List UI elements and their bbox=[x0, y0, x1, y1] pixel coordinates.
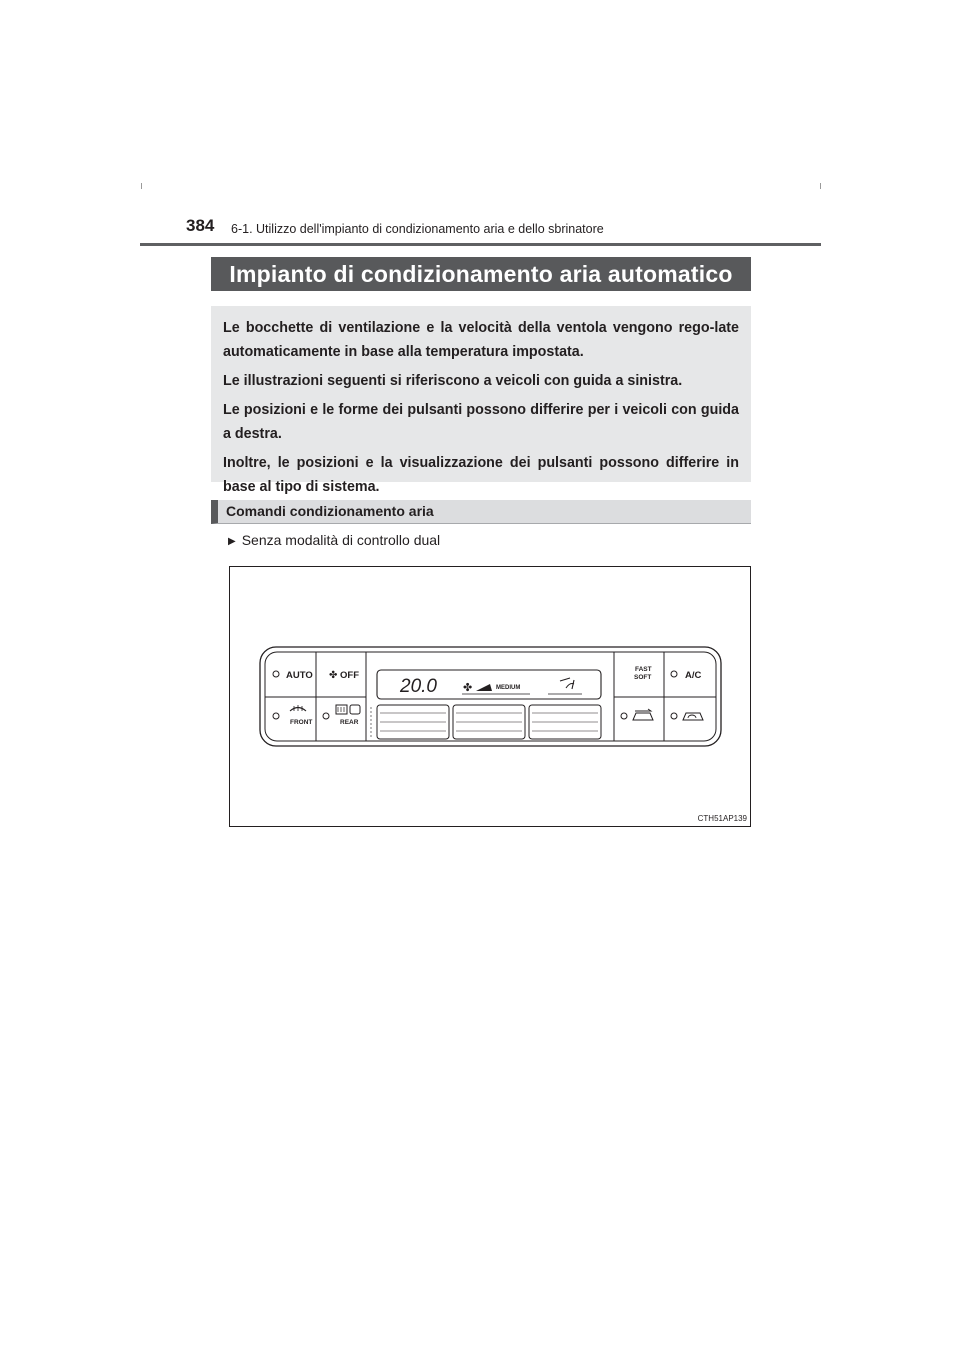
auto-button bbox=[273, 670, 313, 681]
outside-air-mode-icon bbox=[633, 713, 653, 720]
figure-code: CTH51AP139 bbox=[697, 814, 747, 823]
outside-air-button bbox=[621, 709, 653, 720]
rear-label: REAR bbox=[340, 719, 359, 726]
section-title: Comandi condizionamento aria bbox=[226, 503, 434, 519]
fast-soft-button bbox=[634, 666, 652, 681]
fan-mode-label: MEDIUM bbox=[496, 685, 521, 691]
air-vents bbox=[371, 705, 601, 739]
fan-level-bar-icon bbox=[476, 684, 492, 691]
mirror-heater-icon bbox=[350, 705, 360, 714]
bullet-arrow-icon: ▶ bbox=[228, 536, 236, 547]
page-title: Impianto di condizionamento aria automatico bbox=[211, 257, 751, 291]
bullet-item bbox=[228, 532, 440, 548]
off-label: OFF bbox=[340, 670, 359, 681]
display-screen bbox=[377, 670, 601, 699]
rear-window-defogger-icon bbox=[336, 705, 347, 714]
intro-paragraph: Inoltre, le posizioni e la visualizzazione dei pulsanti possono differire in base al tipo di sistema. bbox=[223, 455, 739, 495]
figure-frame bbox=[229, 566, 751, 827]
intro-paragraph: Le posizioni e le forme dei pulsanti possono differire per i veicoli con guida a destra. bbox=[223, 402, 739, 442]
page-number: 384 bbox=[186, 216, 215, 235]
ac-button bbox=[671, 670, 702, 681]
ac-label: A/C bbox=[685, 670, 702, 681]
recirculated-air-mode-icon bbox=[683, 713, 703, 720]
crop-mark-left bbox=[141, 183, 142, 189]
recirculation-button bbox=[671, 713, 703, 720]
bullet-text: Senza modalità di controllo dual bbox=[241, 532, 441, 548]
indicator-light-icon bbox=[671, 713, 677, 719]
header-rule bbox=[140, 243, 821, 246]
fan-icon: ✤ bbox=[329, 670, 338, 681]
temperature-readout: 20.0 bbox=[400, 676, 437, 697]
soft-label: SOFT bbox=[634, 674, 652, 681]
airflow-mode-icon bbox=[560, 678, 574, 689]
section-heading-band bbox=[211, 500, 751, 524]
rear-defogger-button bbox=[323, 705, 360, 726]
intro-paragraph: Le bocchette di ventilazione e la velocità della ventola vengono rego-late automaticamente in base alla temperatura impostata. bbox=[223, 320, 739, 360]
crop-mark-right bbox=[820, 183, 821, 189]
indicator-light-icon bbox=[273, 671, 279, 677]
indicator-light-icon bbox=[323, 713, 329, 719]
intro-box bbox=[211, 306, 751, 495]
fan-speed-icon: ✤ bbox=[463, 682, 473, 694]
front-defroster-button bbox=[273, 705, 312, 726]
climate-control-panel-illustration bbox=[230, 567, 750, 826]
front-label: FRONT bbox=[290, 719, 313, 726]
intro-paragraph: Le illustrazioni seguenti si riferiscono a veicoli con guida a sinistra. bbox=[223, 373, 683, 389]
running-head: 6-1. Utilizzo dell'impianto di condizionamento aria e dello sbrinatore bbox=[231, 222, 604, 236]
fan-off-button bbox=[329, 670, 359, 681]
fast-label: FAST bbox=[635, 666, 652, 673]
indicator-light-icon bbox=[621, 713, 627, 719]
indicator-light-icon bbox=[273, 713, 279, 719]
indicator-light-icon bbox=[671, 671, 677, 677]
auto-label: AUTO bbox=[286, 670, 313, 681]
